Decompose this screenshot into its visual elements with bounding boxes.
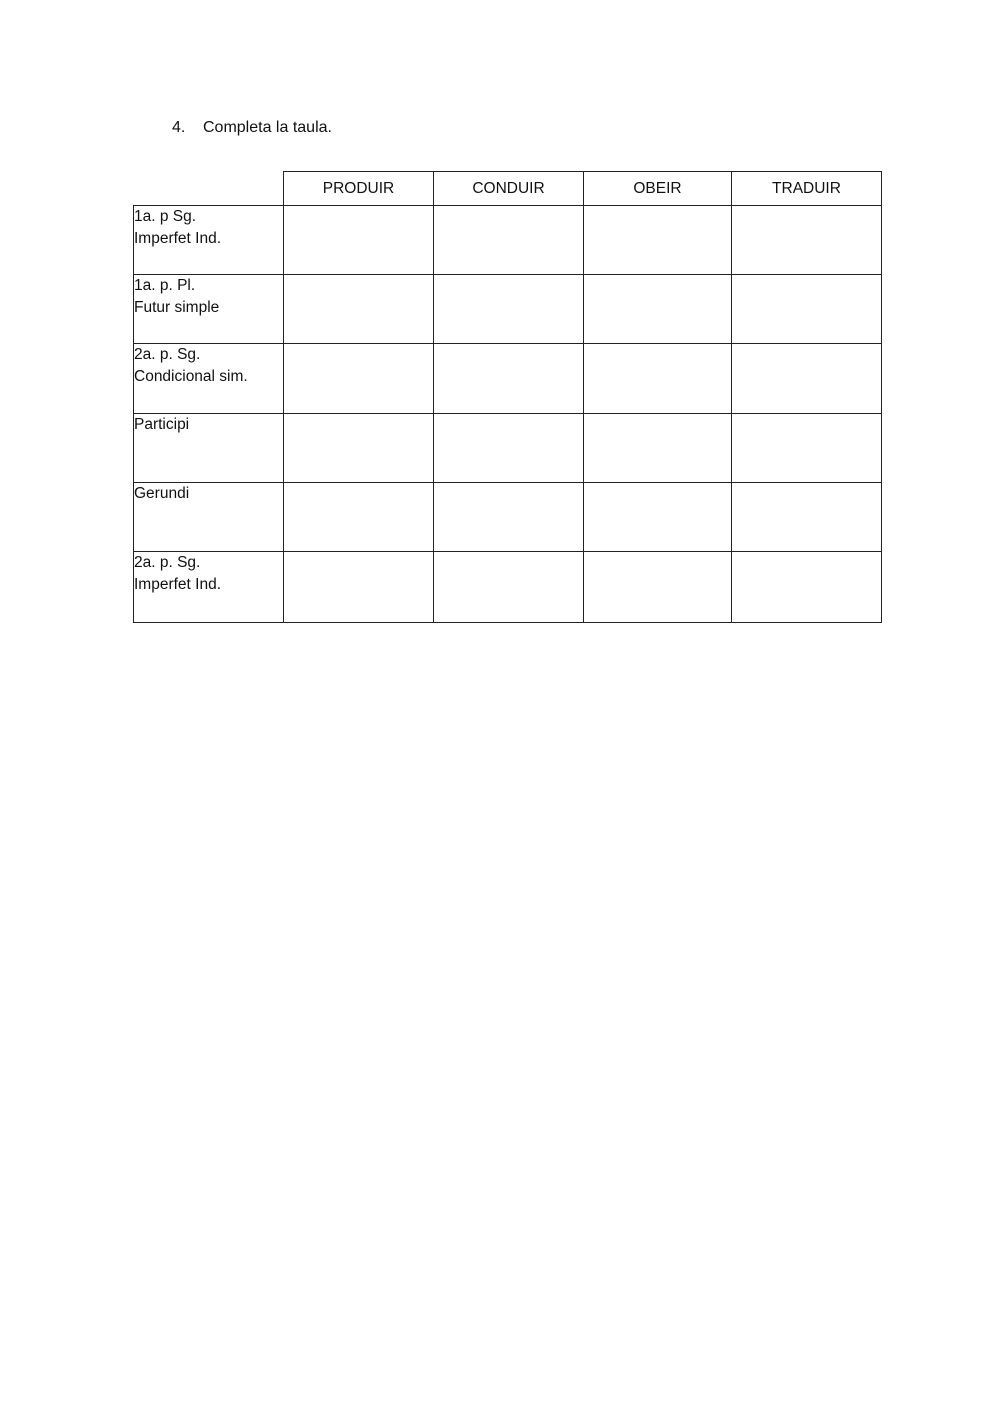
answer-cell[interactable] (732, 206, 882, 275)
answer-cell[interactable] (732, 483, 882, 552)
row-label-line1: Participi (134, 416, 190, 433)
header-row (134, 172, 882, 206)
row-label (134, 552, 284, 623)
answer-cell[interactable] (284, 483, 434, 552)
answer-cell[interactable] (434, 414, 584, 483)
answer-cell[interactable] (284, 344, 434, 414)
answer-cell[interactable] (284, 414, 434, 483)
answer-cell[interactable] (584, 275, 732, 344)
answer-cell[interactable] (732, 344, 882, 414)
table-row (134, 483, 882, 552)
exercise-instruction (172, 119, 332, 137)
answer-cell[interactable] (284, 552, 434, 623)
row-label-line2: Imperfet Ind. (134, 230, 222, 247)
answer-cell[interactable] (584, 344, 732, 414)
table-row (134, 552, 882, 623)
answer-cell[interactable] (434, 206, 584, 275)
answer-cell[interactable] (434, 483, 584, 552)
row-label-line2: Futur simple (134, 299, 220, 316)
answer-cell[interactable] (434, 275, 584, 344)
column-header-conduir: CONDUIR (434, 172, 584, 206)
answer-cell[interactable] (732, 414, 882, 483)
corner-cell (134, 172, 284, 206)
answer-cell[interactable] (732, 552, 882, 623)
answer-cell[interactable] (434, 552, 584, 623)
row-label (134, 206, 284, 275)
answer-cell[interactable] (584, 483, 732, 552)
answer-cell[interactable] (284, 206, 434, 275)
table-row (134, 206, 882, 275)
exercise-number: 4. (172, 119, 186, 136)
row-label-line1: 1a. p. Pl. (134, 277, 196, 294)
column-header-traduir: TRADUIR (732, 172, 882, 206)
column-header-obeir: OBEIR (584, 172, 732, 206)
table-row (134, 344, 882, 414)
table-row (134, 275, 882, 344)
answer-cell[interactable] (584, 552, 732, 623)
row-label (134, 344, 284, 414)
table-row (134, 414, 882, 483)
answer-cell[interactable] (584, 414, 732, 483)
conjugation-table (133, 171, 882, 623)
row-label-line1: 2a. p. Sg. (134, 554, 201, 571)
answer-cell[interactable] (584, 206, 732, 275)
answer-cell[interactable] (284, 275, 434, 344)
answer-cell[interactable] (732, 275, 882, 344)
column-header-produir: PRODUIR (284, 172, 434, 206)
row-label-line1: Gerundi (134, 485, 190, 502)
row-label-line2: Imperfet Ind. (134, 576, 222, 593)
row-label (134, 483, 284, 552)
instruction-text: Completa la taula. (203, 119, 332, 136)
row-label (134, 414, 284, 483)
row-label-line1: 1a. p Sg. (134, 208, 197, 225)
row-label (134, 275, 284, 344)
row-label-line1: 2a. p. Sg. (134, 346, 201, 363)
answer-cell[interactable] (434, 344, 584, 414)
row-label-line2: Condicional sim. (134, 368, 248, 385)
